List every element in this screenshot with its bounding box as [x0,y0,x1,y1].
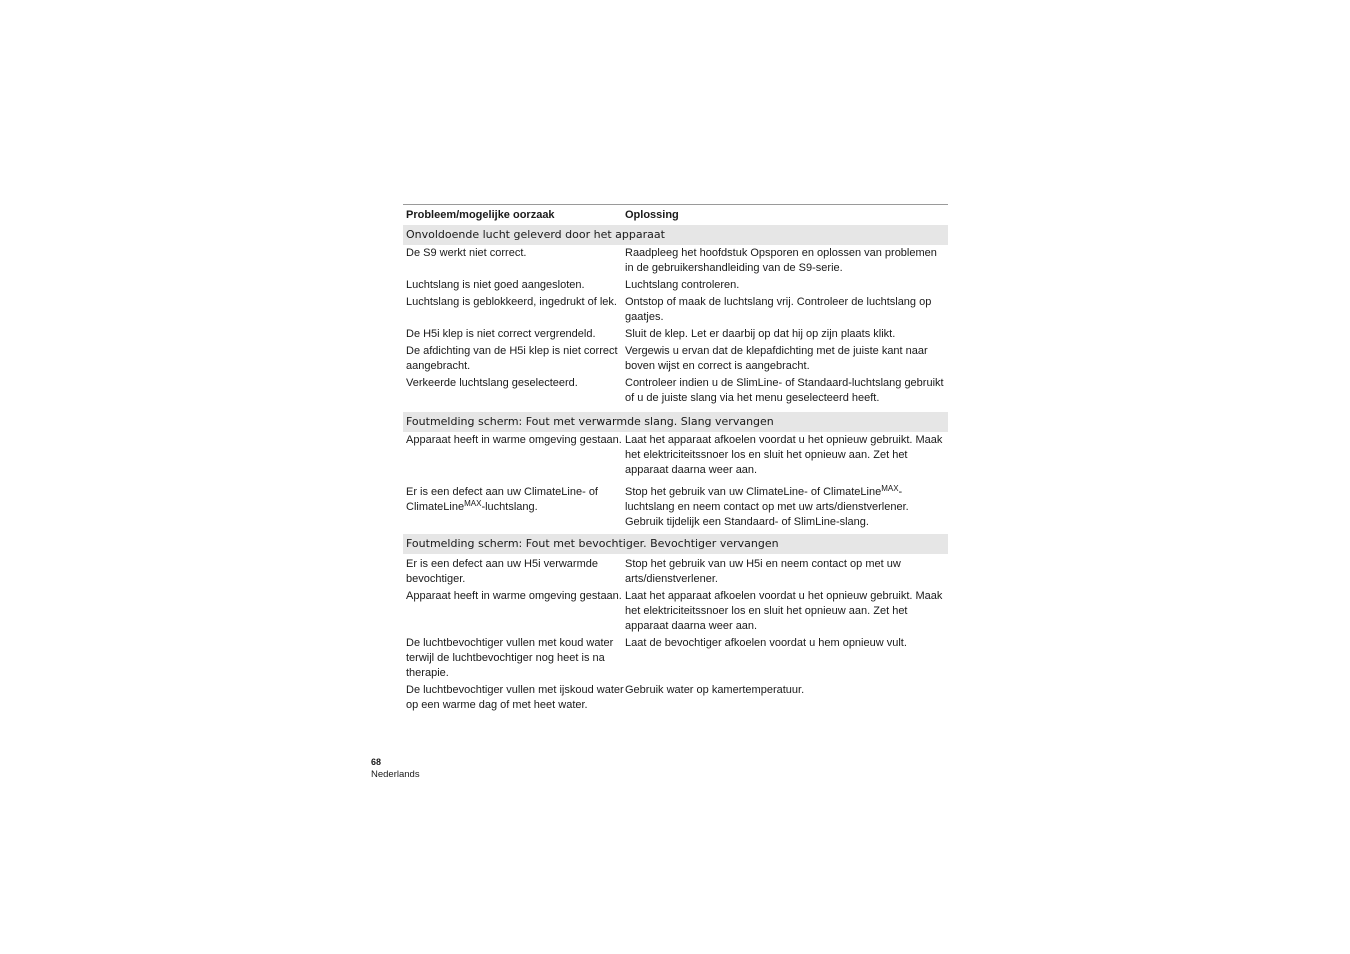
table-header [403,205,948,224]
table-row [403,433,948,480]
section-title: Onvoldoende lucht geleverd door het apparaat [403,225,948,245]
solution-cell: Vergewis u ervan dat de klepafdichting met de juiste kant naar boven wijst en correct is aangebracht. [625,345,928,372]
solution-cell: Ontstop of maak de luchtslang vrij. Controleer de luchtslang op gaatjes. [625,296,932,323]
problem-cell: De luchtbevochtiger vullen met ijskoud water op een warme dag of met heet water. [406,684,624,711]
table-row [403,636,948,683]
problem-cell: Apparaat heeft in warme omgeving gestaan. [406,434,622,446]
table-row [403,683,948,715]
table-row [403,376,948,408]
header-problem: Probleem/mogelijke oorzaak [406,209,555,221]
table-row [403,480,948,532]
solution-cell: Controleer indien u de SlimLine- of Standaard-luchtslang gebruikt of u de juiste slang via het menu geselecteerd heeft. [625,377,944,404]
problem-cell: Luchtslang is niet goed aangesloten. [406,279,585,291]
max-superscript: MAX [464,499,482,508]
section-title: Foutmelding scherm: Fout met bevochtiger. Bevochtiger vervangen [403,534,948,554]
page-language: Nederlands [371,769,420,780]
solution-cell: Laat het apparaat afkoelen voordat u het opnieuw gebruikt. Maak het elektriciteitssnoer los en sluit het opnieuw aan. Zet het apparaat daarna weer aan. [625,434,943,476]
section-title: Foutmelding scherm: Fout met verwarmde slang. Slang vervangen [403,412,948,432]
solution-cell: Gebruik water op kamertemperatuur. [625,684,805,696]
header-solution: Oplossing [625,209,679,221]
table-row [403,246,948,278]
max-superscript: MAX [881,484,899,493]
solution-cell: Stop het gebruik van uw ClimateLine- of ClimateLine$^{MAX}$- luchtslang en neem contact op met uw arts/dienstverlener. Gebruik tijdelijk een Standaard- of SlimLine-slang. [625,484,909,528]
problem-cell: Er is een defect aan uw ClimateLine- of ClimateLine$^{MAX}$-luchtslang. [406,486,598,513]
solution-cell: Luchtslang controleren. [625,279,740,291]
table-row [403,555,948,589]
solution-cell: Laat de bevochtiger afkoelen voordat u hem opnieuw vult. [625,637,907,649]
table-row [403,295,948,327]
table-row [403,327,948,344]
table-row [403,589,948,636]
troubleshooting-table [403,204,948,715]
table-row [403,278,948,295]
problem-cell: Apparaat heeft in warme omgeving gestaan. [406,590,622,602]
solution-cell: Laat het apparaat afkoelen voordat u het opnieuw gebruikt. Maak het elektriciteitssnoer los en sluit het opnieuw aan. Zet het apparaat daarna weer aan. [625,590,943,632]
problem-cell: De S9 werkt niet correct. [406,247,527,259]
problem-cell: Er is een defect aan uw H5i verwarmde bevochtiger. [406,558,598,585]
problem-cell: De luchtbevochtiger vullen met koud water terwijl de luchtbevochtiger nog heet is na therapie. [406,637,614,679]
solution-cell: Raadpleeg het hoofdstuk Opsporen en oplossen van problemen in de gebruikershandleiding van de S9-serie. [625,247,937,274]
solution-cell: Sluit de klep. Let er daarbij op dat hij op zijn plaats klikt. [625,328,896,340]
table-row [403,344,948,376]
problem-cell: Luchtslang is geblokkeerd, ingedrukt of lek. [406,296,617,308]
problem-cell: Verkeerde luchtslang geselecteerd. [406,377,578,389]
page-number: 68 [371,757,382,767]
solution-cell: Stop het gebruik van uw H5i en neem contact op met uw arts/dienstverlener. [625,558,901,585]
problem-cell: De afdichting van de H5i klep is niet correct aangebracht. [406,345,618,372]
problem-cell: De H5i klep is niet correct vergrendeld. [406,328,596,340]
